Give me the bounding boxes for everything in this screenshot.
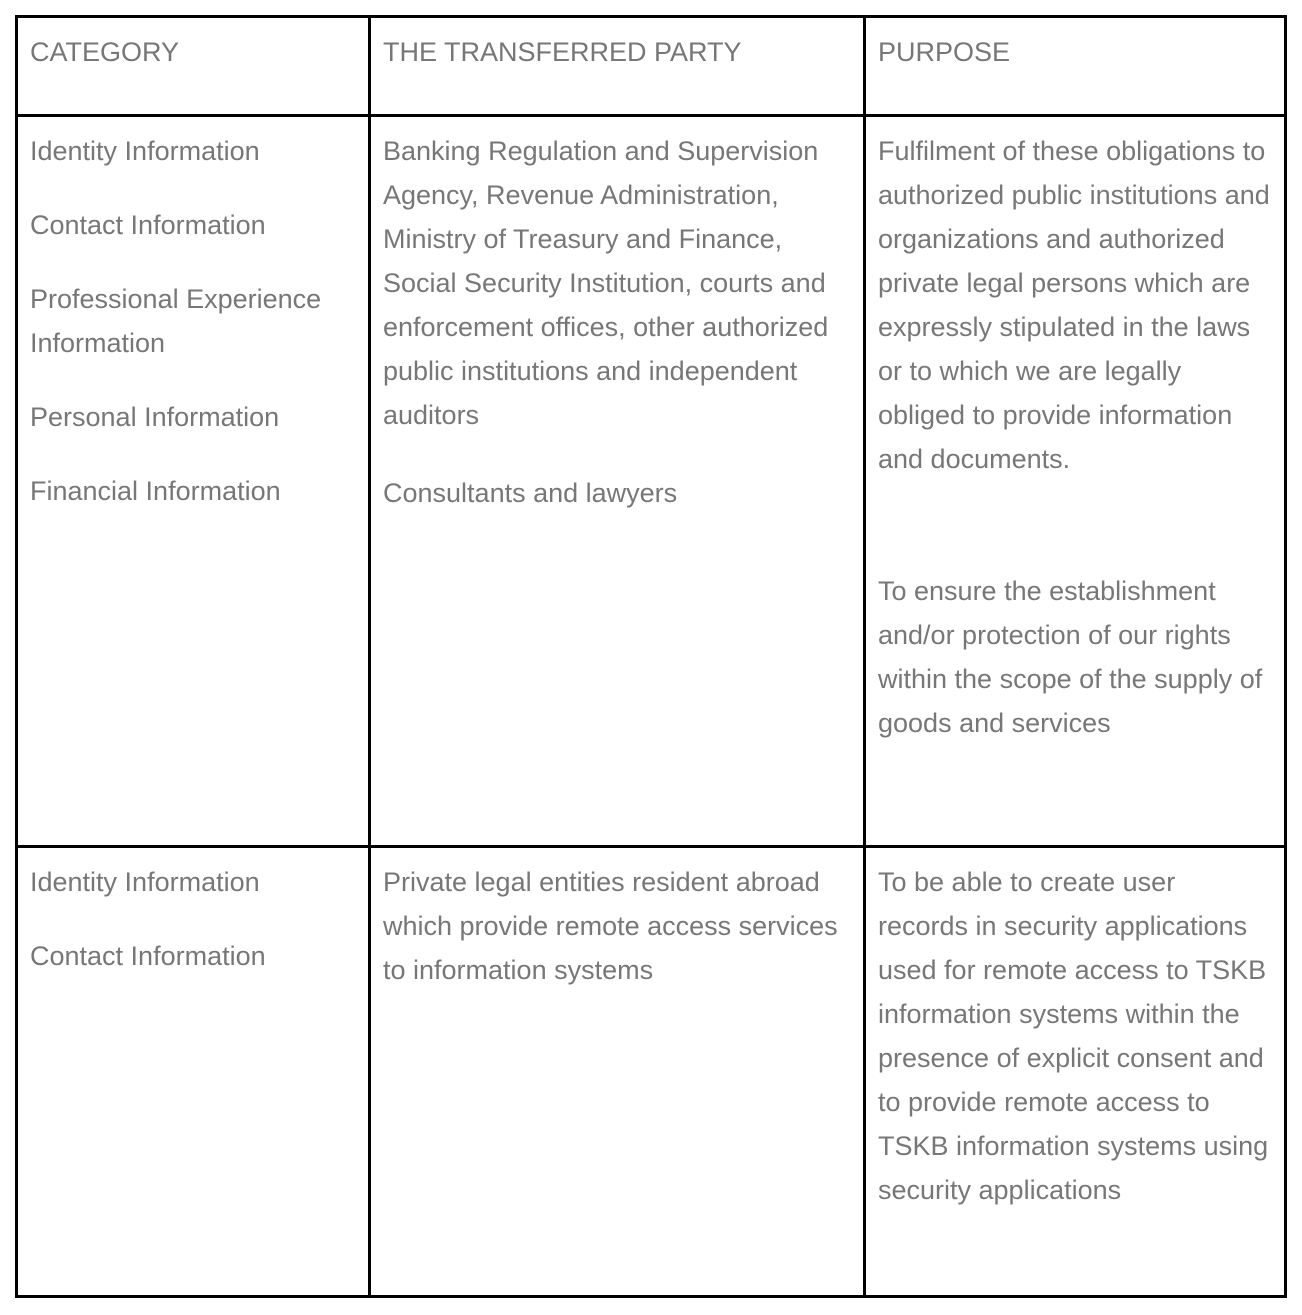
data-transfer-table bbox=[15, 15, 1287, 1298]
category-cell bbox=[17, 847, 370, 1297]
category-item: Identity Information bbox=[30, 136, 260, 166]
purpose-text: To be able to create user records in security applications used for remote access to TSKB information systems within the presence of explicit consent and to provide remote access to TSKB information systems using security applications bbox=[878, 867, 1269, 1205]
table-row bbox=[17, 116, 1286, 847]
category-item: Contact Information bbox=[30, 210, 266, 240]
category-item: Professional Experience Information bbox=[30, 284, 322, 358]
category-cell bbox=[17, 116, 370, 847]
party-text: Banking Regulation and Supervision Agency, Revenue Administration, Ministry of Treasury and Finance, Social Security Institution, courts and enforcement offices, other authorized public institutions and independent auditors bbox=[383, 136, 829, 430]
table-header-row bbox=[17, 17, 1286, 116]
purpose-cell bbox=[865, 847, 1286, 1297]
header-transferred-party: THE TRANSFERRED PARTY bbox=[370, 17, 865, 116]
table-row bbox=[17, 847, 1286, 1297]
purpose-text: Fulfilment of these obligations to authorized public institutions and organizations and authorized private legal persons which are expressly stipulated in the laws or to which we are legally obliged to provide information and documents. bbox=[878, 136, 1270, 474]
purpose-cell bbox=[865, 116, 1286, 847]
transferred-party-cell bbox=[370, 116, 865, 847]
header-purpose: PURPOSE bbox=[865, 17, 1286, 116]
category-item: Contact Information bbox=[30, 941, 266, 971]
party-text: Private legal entities resident abroad which provide remote access services to information systems bbox=[383, 867, 838, 985]
category-item: Financial Information bbox=[30, 476, 281, 506]
header-category: CATEGORY bbox=[17, 17, 370, 116]
transferred-party-cell bbox=[370, 847, 865, 1297]
party-text: Consultants and lawyers bbox=[383, 478, 678, 508]
category-item: Identity Information bbox=[30, 867, 260, 897]
purpose-text: To ensure the establishment and/or protection of our rights within the scope of the supply of goods and services bbox=[878, 576, 1263, 738]
category-item: Personal Information bbox=[30, 402, 280, 432]
